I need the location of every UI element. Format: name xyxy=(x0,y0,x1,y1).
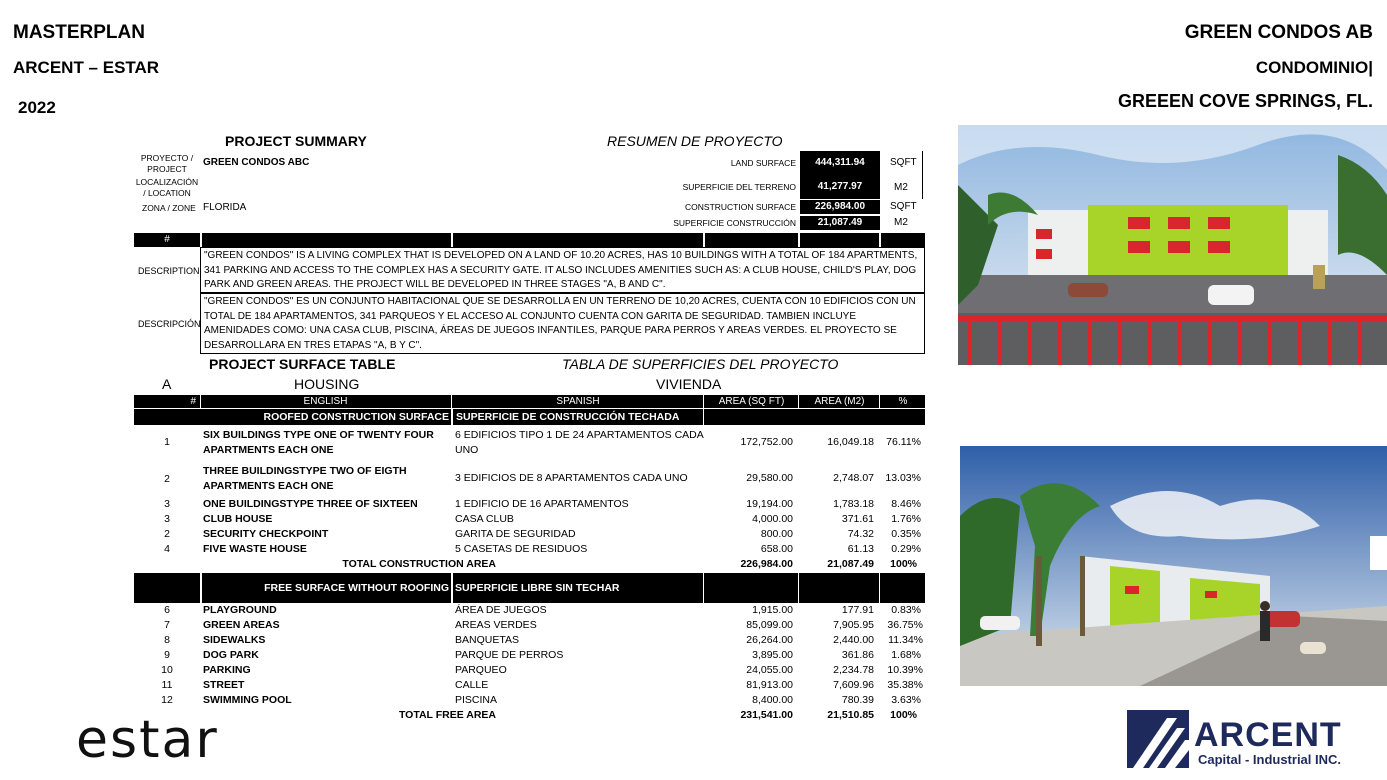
header-arcent-estar: ARCENT – ESTAR xyxy=(13,58,160,77)
row-number: 3 xyxy=(164,498,170,510)
header-location: GREEEN COVE SPRINGS, FL. xyxy=(1117,91,1373,111)
free-en: FREE SURFACE WITHOUT ROOFING xyxy=(264,582,449,594)
row-spanish: PARQUEO xyxy=(455,664,507,676)
row-sqft: 29,580.00 xyxy=(746,472,793,484)
row-pct: 10.39% xyxy=(887,664,923,676)
row-pct: 36.75% xyxy=(887,619,923,631)
row-sqft: 800.00 xyxy=(760,528,793,540)
table-column-header xyxy=(134,395,925,408)
metric-value: 226,984.00 xyxy=(800,200,880,214)
total-construction-sqft: 226,984.00 xyxy=(740,558,793,570)
row-english: STREET xyxy=(203,679,245,691)
header-masterplan: MASTERPLAN xyxy=(13,22,145,43)
row-m2: 371.61 xyxy=(841,513,874,525)
row-m2: 2,748.07 xyxy=(833,472,874,484)
metric-unit: SQFT xyxy=(890,157,917,168)
row-english: PARKING xyxy=(203,664,251,676)
total-construction-row xyxy=(136,558,924,573)
free-es: SUPERFICIE LIBRE SIN TECHAR xyxy=(455,582,620,594)
row-english: SIDEWALKS xyxy=(203,634,266,646)
row-pct: 1.68% xyxy=(891,649,921,661)
col-m2: AREA (M2) xyxy=(814,396,865,407)
col-english: ENGLISH xyxy=(303,396,348,407)
row-sqft: 1,915.00 xyxy=(752,604,793,616)
metric-value: 444,311.94 xyxy=(800,151,880,175)
row-spanish: PARQUE DE PERROS xyxy=(455,649,564,661)
col-hash: # xyxy=(190,396,196,407)
header-year: 2022 xyxy=(18,98,56,117)
table-row xyxy=(136,464,924,498)
metric-row xyxy=(600,216,924,230)
total-free-sqft: 231,541.00 xyxy=(740,709,793,721)
project-label: PROYECTO / PROJECT xyxy=(140,153,194,174)
row-english: SIX BUILDINGS TYPE ONE OF TWENTY FOUR APARTMENTS EACH ONE xyxy=(203,429,434,456)
row-m2: 2,234.78 xyxy=(833,664,874,676)
metric-row xyxy=(600,151,924,175)
table-row xyxy=(136,528,924,543)
row-m2: 7,905.95 xyxy=(833,619,874,631)
total-free-label: TOTAL FREE AREA xyxy=(398,709,496,721)
row-english: FIVE WASTE HOUSE xyxy=(203,543,307,555)
row-pct: 1.76% xyxy=(891,513,921,525)
table-row xyxy=(136,498,924,513)
description-text: "GREEN CONDOS" IS A LIVING COMPLEX THAT IS DEVELOPED ON A LAND OF 10.20 ACRES, HAS 10 BUILDINGS WITH A TOTAL OF 184 APARTMENTS, 341 PARKING AND ACCESS TO THE COMPLEX HAS A SECURITY GATE. IT ALSO INCLUDES AMENITIES SUCH AS: A CLUB HOUSE, CHILD'S PLAY, DOG PARK AND GREEN AREAS. THE PROJECT WILL BE DEVELOPED IN THREE STAGES "A, B AND C". xyxy=(200,247,925,293)
roofed-en: ROOFED CONSTRUCTION SURFACE xyxy=(263,411,449,423)
metric-label: LAND SURFACE xyxy=(730,158,796,168)
row-sqft: 3,895.00 xyxy=(752,649,793,661)
zone-value: FLORIDA xyxy=(203,202,247,213)
metric-row xyxy=(600,200,924,214)
row-number: 2 xyxy=(164,473,170,485)
row-pct: 0.83% xyxy=(891,604,921,616)
metric-unit: M2 xyxy=(894,182,908,193)
row-number: 7 xyxy=(164,619,170,631)
row-number: 6 xyxy=(164,604,170,616)
row-sqft: 85,099.00 xyxy=(746,619,793,631)
row-sqft: 658.00 xyxy=(760,543,793,555)
estar-logo: estar xyxy=(76,710,219,770)
metric-row xyxy=(600,175,924,199)
row-pct: 0.29% xyxy=(891,543,921,555)
metric-value: 41,277.97 xyxy=(800,175,880,199)
summary-hash: # xyxy=(164,234,170,245)
table-row xyxy=(136,604,924,619)
metric-label: SUPERFICIE DEL TERRENO xyxy=(682,182,796,192)
row-spanish: CALLE xyxy=(455,679,489,691)
render-image-bottom xyxy=(960,446,1387,686)
row-m2: 1,783.18 xyxy=(833,498,874,510)
row-spanish: 3 EDIFICIOS DE 8 APARTAMENTOS CADA UNO xyxy=(455,472,688,484)
arcent-logo-mark xyxy=(1127,710,1189,768)
row-spanish: 6 EDIFICIOS TIPO 1 DE 24 APARTAMENTOS CADA UNO xyxy=(455,429,704,456)
table-row xyxy=(136,634,924,649)
row-number: 11 xyxy=(161,679,173,691)
row-pct: 13.03% xyxy=(885,472,921,484)
project-value: GREEN CONDOS ABC xyxy=(203,157,310,168)
header-condominio: CONDOMINIO| xyxy=(1255,58,1373,77)
descripcion-text: "GREEN CONDOS" ES UN CONJUNTO HABITACIONAL QUE SE DESARROLLA EN UN TERRENO DE 10,20 ACRES, CUENTA CON 10 EDIFICIOS CON UN TOTAL DE 184 APARTAMENTOS, 341 PARQUEOS Y EL ACCESO AL CONJUNTO CUENTA CON GARITA DE SEGURIDAD. TAMBIEN INCLUYE AMENIDADES COMO: UNA CASA CLUB, PISCINA, ÁREAS DE JUEGOS INFANTILES, PARQUE PARA PERROS Y AREAS VERDES. EL PROYECTO SE DESARROLLARA EN TRES ETAPAS "A, B Y C". xyxy=(200,293,925,354)
row-m2: 2,440.00 xyxy=(833,634,874,646)
metric-label: CONSTRUCTION SURFACE xyxy=(685,202,796,212)
metric-unit: M2 xyxy=(894,217,908,228)
metric-divider xyxy=(922,151,923,199)
row-english: CLUB HOUSE xyxy=(203,513,273,525)
row-m2: 780.39 xyxy=(841,694,874,706)
row-spanish: ÁREA DE JUEGOS xyxy=(455,604,547,616)
row-sqft: 26,264.00 xyxy=(746,634,793,646)
total-free-m2: 21,510.85 xyxy=(827,709,874,721)
row-m2: 177.91 xyxy=(841,604,874,616)
row-sqft: 24,055.00 xyxy=(746,664,793,676)
row-pct: 35.38% xyxy=(887,679,923,691)
summary-header-bar xyxy=(134,233,925,247)
header-green-condos: GREEN CONDOS AB xyxy=(1184,22,1373,43)
row-english: PLAYGROUND xyxy=(203,604,277,616)
row-sqft: 4,000.00 xyxy=(752,513,793,525)
row-english: SECURITY CHECKPOINT xyxy=(203,528,329,540)
summary-title-en: PROJECT SUMMARY xyxy=(225,133,367,149)
row-number: 4 xyxy=(164,543,170,555)
total-construction-label: TOTAL CONSTRUCTION AREA xyxy=(342,558,496,570)
col-sqft: AREA (SQ FT) xyxy=(718,396,785,407)
metric-unit: SQFT xyxy=(890,201,917,212)
table-row xyxy=(136,664,924,679)
row-english: DOG PARK xyxy=(203,649,259,661)
roofed-es: SUPERFICIE DE CONSTRUCCIÓN TECHADA xyxy=(456,411,680,423)
row-spanish: GARITA DE SEGURIDAD xyxy=(455,528,576,540)
row-pct: 11.34% xyxy=(888,634,923,646)
table-row xyxy=(136,619,924,634)
col-pct: % xyxy=(898,396,908,407)
row-pct: 76.11% xyxy=(886,436,921,448)
row-number: 12 xyxy=(161,694,173,706)
zone-label: ZONA / ZONE xyxy=(142,203,196,213)
metric-label: SUPERFICIE CONSTRUCCIÓN xyxy=(673,218,796,228)
row-m2: 7,609.96 xyxy=(833,679,874,691)
row-sqft: 19,194.00 xyxy=(746,498,793,510)
total-free-pct: 100% xyxy=(890,709,917,721)
row-spanish: 5 CASETAS DE RESIDUOS xyxy=(455,543,588,555)
stage-label: A xyxy=(162,376,172,392)
table-row xyxy=(136,679,924,694)
description-label: DESCRIPTION xyxy=(138,266,200,276)
row-number: 3 xyxy=(164,513,170,525)
roofed-section-header xyxy=(134,409,925,425)
row-spanish: CASA CLUB xyxy=(455,513,514,525)
table-row xyxy=(136,543,924,558)
row-spanish: AREAS VERDES xyxy=(455,619,537,631)
housing-es: VIVIENDA xyxy=(656,376,722,392)
row-pct: 3.63% xyxy=(891,694,921,706)
row-number: 1 xyxy=(164,436,170,448)
location-label: LOCALIZACIÓN / LOCATION xyxy=(135,177,199,198)
row-m2: 16,049.18 xyxy=(827,436,874,448)
row-spanish: PISCINA xyxy=(455,694,498,706)
row-m2: 74.32 xyxy=(847,528,874,540)
row-number: 9 xyxy=(164,649,170,661)
row-sqft: 172,752.00 xyxy=(740,436,793,448)
free-section-header xyxy=(134,573,925,603)
row-english: ONE BUILDINGSTYPE THREE OF SIXTEEN xyxy=(203,498,418,510)
row-spanish: BANQUETAS xyxy=(455,634,519,646)
total-free-row xyxy=(136,709,924,724)
table-row xyxy=(136,694,924,709)
row-sqft: 81,913.00 xyxy=(746,679,793,691)
total-construction-m2: 21,087.49 xyxy=(827,558,874,570)
row-number: 10 xyxy=(161,664,173,676)
row-spanish: 1 EDIFICIO DE 16 APARTAMENTOS xyxy=(455,498,629,510)
row-m2: 61.13 xyxy=(847,543,874,555)
row-english: THREE BUILDINGSTYPE TWO OF EIGTH APARTMENTS EACH ONE xyxy=(203,465,407,492)
table-row xyxy=(136,428,924,462)
arcent-logo-text: ARCENT xyxy=(1194,716,1342,754)
total-construction-pct: 100% xyxy=(890,558,917,570)
metric-value: 21,087.49 xyxy=(800,216,880,230)
table-row xyxy=(136,513,924,528)
row-sqft: 8,400.00 xyxy=(752,694,793,706)
row-number: 2 xyxy=(164,528,170,540)
row-pct: 0.35% xyxy=(891,528,921,540)
housing-en: HOUSING xyxy=(294,376,360,392)
row-pct: 8.46% xyxy=(891,498,921,510)
descripcion-label: DESCRIPCIÓN xyxy=(138,319,201,329)
row-english: SWIMMING POOL xyxy=(203,694,292,706)
surface-title-es: TABLA DE SUPERFICIES DEL PROYECTO xyxy=(562,356,839,372)
row-m2: 361.86 xyxy=(841,649,874,661)
render-image-top xyxy=(958,125,1387,365)
row-english: GREEN AREAS xyxy=(203,619,280,631)
summary-title-es: RESUMEN DE PROYECTO xyxy=(607,133,783,149)
row-number: 8 xyxy=(164,634,170,646)
col-spanish: SPANISH xyxy=(556,396,600,407)
arcent-logo-subtitle: Capital - Industrial INC. xyxy=(1198,752,1342,767)
table-row xyxy=(136,649,924,664)
surface-title-en: PROJECT SURFACE TABLE xyxy=(209,356,396,372)
